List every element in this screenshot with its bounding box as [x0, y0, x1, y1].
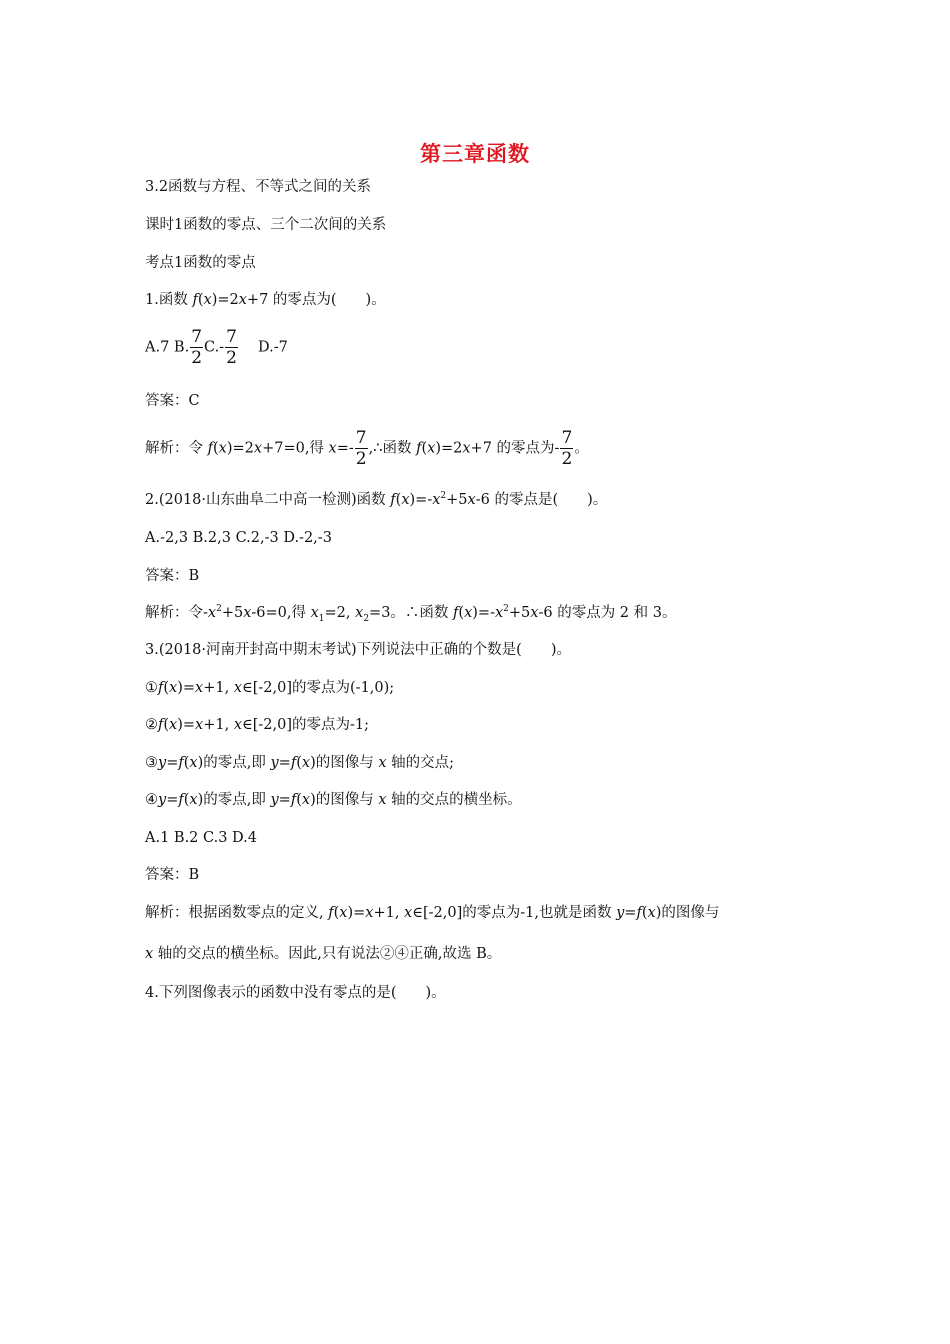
q3-item-4: ④y=f(x)的零点,即 y=f(x)的图像与 x 轴的交点的横坐标。: [145, 792, 522, 808]
q1-stem: 1.函数 f(x)=2x+7 的零点为( )。: [145, 292, 386, 308]
fraction: $\frac{7}{2}$: [561, 428, 573, 469]
section-heading: 3.2函数与方程、不等式之间的关系: [145, 179, 372, 195]
fraction: $\frac{7}{2}$: [226, 327, 237, 368]
chapter-title: 第三章函数: [420, 142, 530, 166]
q2-options: A.-2,3 B.2,3 C.2,-3 D.-2,-3: [145, 530, 332, 546]
q3-item-2: ②f(x)=x+1, x∈[-2,0]的零点为-1;: [145, 717, 370, 733]
q1-options: A.7 B. $\frac{7}{2}$ C.- $\frac{7}{2}$ D.-7: [145, 327, 288, 368]
lesson-heading: 课时1函数的零点、三个二次间的关系: [145, 217, 387, 233]
q3-item-1: ①f(x)=x+1, x∈[-2,0]的零点为(-1,0);: [145, 680, 395, 696]
fraction: $\frac{7}{2}$: [355, 428, 367, 469]
q3-explanation-cont: x 轴的交点的横坐标。因此,只有说法②④正确,故选 B。: [145, 946, 502, 962]
q3-explanation: 解析：根据函数零点的定义, f(x)=x+1, x∈[-2,0]的零点为-1,也就是函数 y=f(x)的图像与: [145, 905, 720, 921]
q2-explanation: 解析：令$-x^2+5x-6=0$,得 $x_1=2$, $x_2=3$。∴函数 $f(x)=-x^2+5x-6$ 的零点为 2 和 3。: [145, 604, 677, 624]
topic-heading: 考点1函数的零点: [145, 255, 256, 271]
q3-stem: 3.(2018·河南开封高中期末考试)下列说法中正确的个数是( )。: [145, 642, 571, 658]
q4-stem: 4.下列图像表示的函数中没有零点的是( )。: [145, 985, 446, 1001]
fraction: $\frac{7}{2}$: [191, 327, 203, 368]
q3-options: A.1 B.2 C.3 D.4: [145, 830, 257, 846]
q3-answer: 答案：B: [145, 867, 200, 883]
q1-answer: 答案：C: [145, 393, 200, 409]
q2-stem: 2.(2018·山东曲阜二中高一检测)函数 $f(x)=-x^2+5x-6$ 的零点是( )。: [145, 491, 608, 508]
q1-explanation: 解析：令 f(x)=2x+7=0,得 x=- $\frac{7}{2}$ ,∴函数 f(x)=2x+7 的零点为- $\frac{7}{2}$ 。: [145, 428, 589, 469]
q3-item-3: ③y=f(x)的零点,即 y=f(x)的图像与 x 轴的交点;: [145, 755, 455, 771]
q2-answer: 答案：B: [145, 568, 200, 584]
